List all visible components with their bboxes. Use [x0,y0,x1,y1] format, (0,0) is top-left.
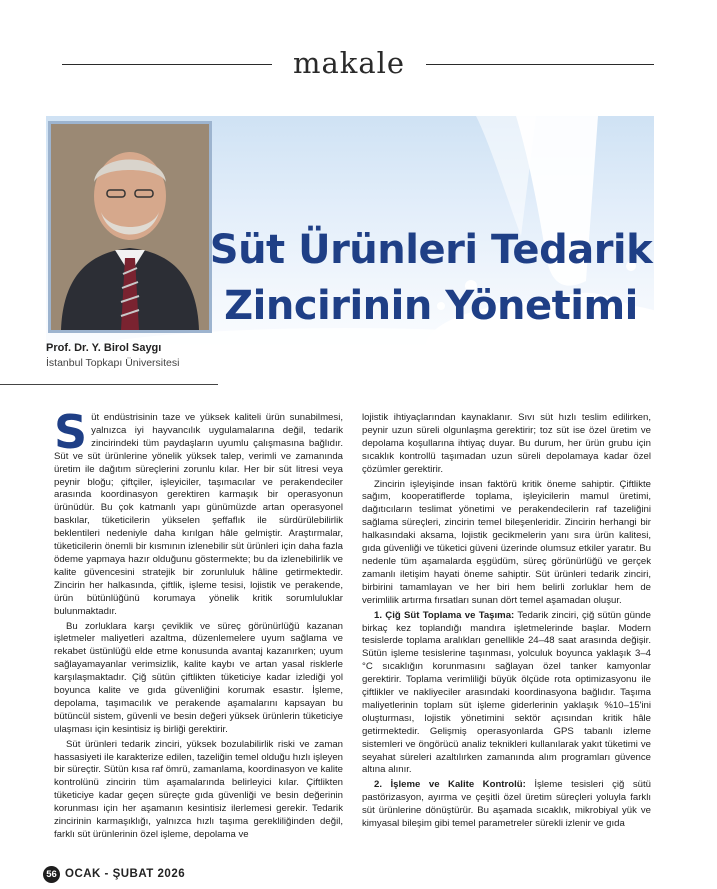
body-column-right [362,412,651,833]
author-affiliation: İstanbul Topkapı Üniversitesi [46,357,180,369]
body-column-left [54,405,343,844]
paragraph: Süt ürünleri tedarik zinciri, yüksek bozulabilirlik riski ve zaman hassasiyeti ile karakterize edilen, tazeliğin temel olduğu hızlı işleyen bir süreçtir. Sütün kısa raf ömrü, zamanlama, koordinasyon ve kalite kontrolünü zincirin tüm aşamalarında belirleyici kılar. Çiftlikten tüketiciye kadar geçen süreçte gıda güvenliği ve besin değerinin korunması için her aşamanın kesintisiz ilerlemesi gerekir. Tedarik zincirinin karmaşıklığı, yalnızca hızlı taşıma gerekliliğinden değil, farklı süt ürünlerinin özel işleme, depolama ve [54,738,343,840]
drop-cap: S [54,405,88,459]
section-label: makale [292,46,406,80]
paragraph: Bu zorluklara karşı çeviklik ve süreç görünürlüğü kazanan işletmeler maliyetleri azaltma, düzenlemelere uyum sağlama ve rekabet üstünlüğü elde etme konusunda avantaj kazanırken; uyum sağlayamayanlar verimsizlik, kalite kaybı ve artan yasal risklerle karşılaşmaktadır. Çiğ sütün çiftlikten tüketiciye kadar izlediği yol boyunca kalite ve gıda güvenliğini korumak esastır. İşleme, depolama, taşımacılık ve perakende aşamalarını kapsayan bu bütüncül sistem, güvenli ve besin değeri yüksek ürünlerin tüketiciye ulaşması için kesintisiz iş birliği gerektirir. [54,620,343,735]
page-number: 56 [43,866,60,883]
paragraph: Zincirin işleyişinde insan faktörü kritik öneme sahiptir. Çiftlikte sağım, kooperatiflerde toplama, işleyicilerin mamul üretimi, dağıtıcıların teslimat yönetimi ve perakendecilerin raf tazeliğini sağlama süreçleri, zincirin temel bileşenleridir. Zincirin herhangi bir halkasındaki aksama, lojistik gecikmelerin yanı sıra ürün kalitesi, gıda güvenliği ve tüketici güveni üzerinde olumsuz etkiler yaratır. Bu nedenle tüm aşamalarda eşgüdüm, süreç görünürlüğü ve gerçek zamanlı iletişim hayati öneme sahiptir. Süt ürünleri tedarik zinciri, birbirini tamamlayan ve her biri hem belirli zorluklar hem de verimlilik artırma fırsatları sunan dört temel aşamadan oluşur. [362,478,651,606]
paragraph-section-2: 2. İşleme ve Kalite Kontrolü: İşleme tesisleri çiğ sütü pastörizasyon, ayırma ve çeşitli özel üretim süreçleri yoluyla farklı süt ürünlerine dönüştürür. Bu aşamada sıcaklık, mikrobiyal yük ve kimyasal bileşim gibi temel parametreler sürekli izlenir ve gıda [362,779,651,830]
header-rule-right [426,64,654,65]
issue-date: OCAK - ŞUBAT 2026 [65,868,186,880]
author-name: Prof. Dr. Y. Birol Saygı [46,342,162,354]
article-title-line-1: Süt Ürünleri Tedarik [209,227,653,273]
paragraph-intro: Süt endüstrisinin taze ve yüksek kaliteli ürün sunabilmesi, yalnızca iyi hayvancılık uygulamalarına değil, tedarik zincirindeki tüm paydaşların uyumlu çalışmasına bağlıdır. Süt ve süt ürünlerine yönelik yüksek talep, verimli ve zamanında üretim ile dağıtım süreçlerini zorunlu kılar. Her bir süt litresi veya peynir bloğu; çiftçiler, işleyiciler, taşımacılar ve perakendeciler arasında koordinasyon gerektiren karmaşık bir operasyonun ürünüdür. Bu çok katmanlı yapı günümüzde artan operasyonel baskılar, tüketicilerin yükselen şeffaflık ile sürdürülebilirlik beklentileri nedeniyle daha kırılgan hâle gelmiştir. Araştırmalar, tüketicilerin önemli bir kısmının izlenebilir süt ürünleri için daha fazla ödeme yapmaya hazır olduğunu göstermekte; bu da izlenebilirlik ve kalite güvencesini stratejik bir zorunluluk hâline getirmektedir. Zincirin her halkasında, çiftlik, işleme tesisi, lojistik ve perakende, ürün bütünlüğünü korumaya yönelik kritik sorumluluklar bulunmaktadır. [54,405,343,617]
section-heading: 2. İşleme ve Kalite Kontrolü: [374,779,526,791]
paragraph-section-1: 1. Çiğ Süt Toplama ve Taşıma: Tedarik zinciri, çiğ sütün günde birkaç kez toplandığı mandıra işletmelerinde başlar. Modern tesislerde toplama aralıkları genellikle 24–48 saat arasında değişir. Sütün işleme tesislerine taşınması, yolculuk boyunca yaklaşık 3–4 °C sıcaklığın korunmasını sağlayan özel tanker kamyonlar gerektirir. Toplama verimliliği büyük ölçüde rota optimizasyonu ile çiftlikler ve nakliyeciler arasındaki koordinasyona bağlıdır. Taşıma maliyetlerinin toplam süt işleme giderlerinin yaklaşık %10–15'ini oluşturması, lojistik yönetimini sektör açısından kritik hâle getirmektedir. Gelişmiş operasyonlarda GPS tabanlı izleme sistemleri ve öngörücü analiz teknikleri kullanılarak yakıt tüketimi ve seyahat süreleri azaltılırken zamanında alım programları güvence altına alınır. [362,609,651,776]
section-heading: 1. Çiğ Süt Toplama ve Taşıma: [374,609,515,621]
article-title-line-2: Zincirinin Yönetimi [224,283,638,329]
paragraph: lojistik ihtiyaçlarından kaynaklanır. Sıvı süt hızlı teslim edilirken, peynir uzun süreli olgunlaşma gerektirir; toz süt ise özel üretim ve depolama koşullarına ihtiyaç duyar. Bu durum, her ürün grubu için sıcaklık kontrollü taşımadan uzun süreli depolamaya kadar özel çözümler gerektirir. [362,412,651,475]
author-divider [0,384,218,385]
article-title [208,222,654,334]
header-rule-left [62,64,272,65]
author-photo [48,121,212,333]
